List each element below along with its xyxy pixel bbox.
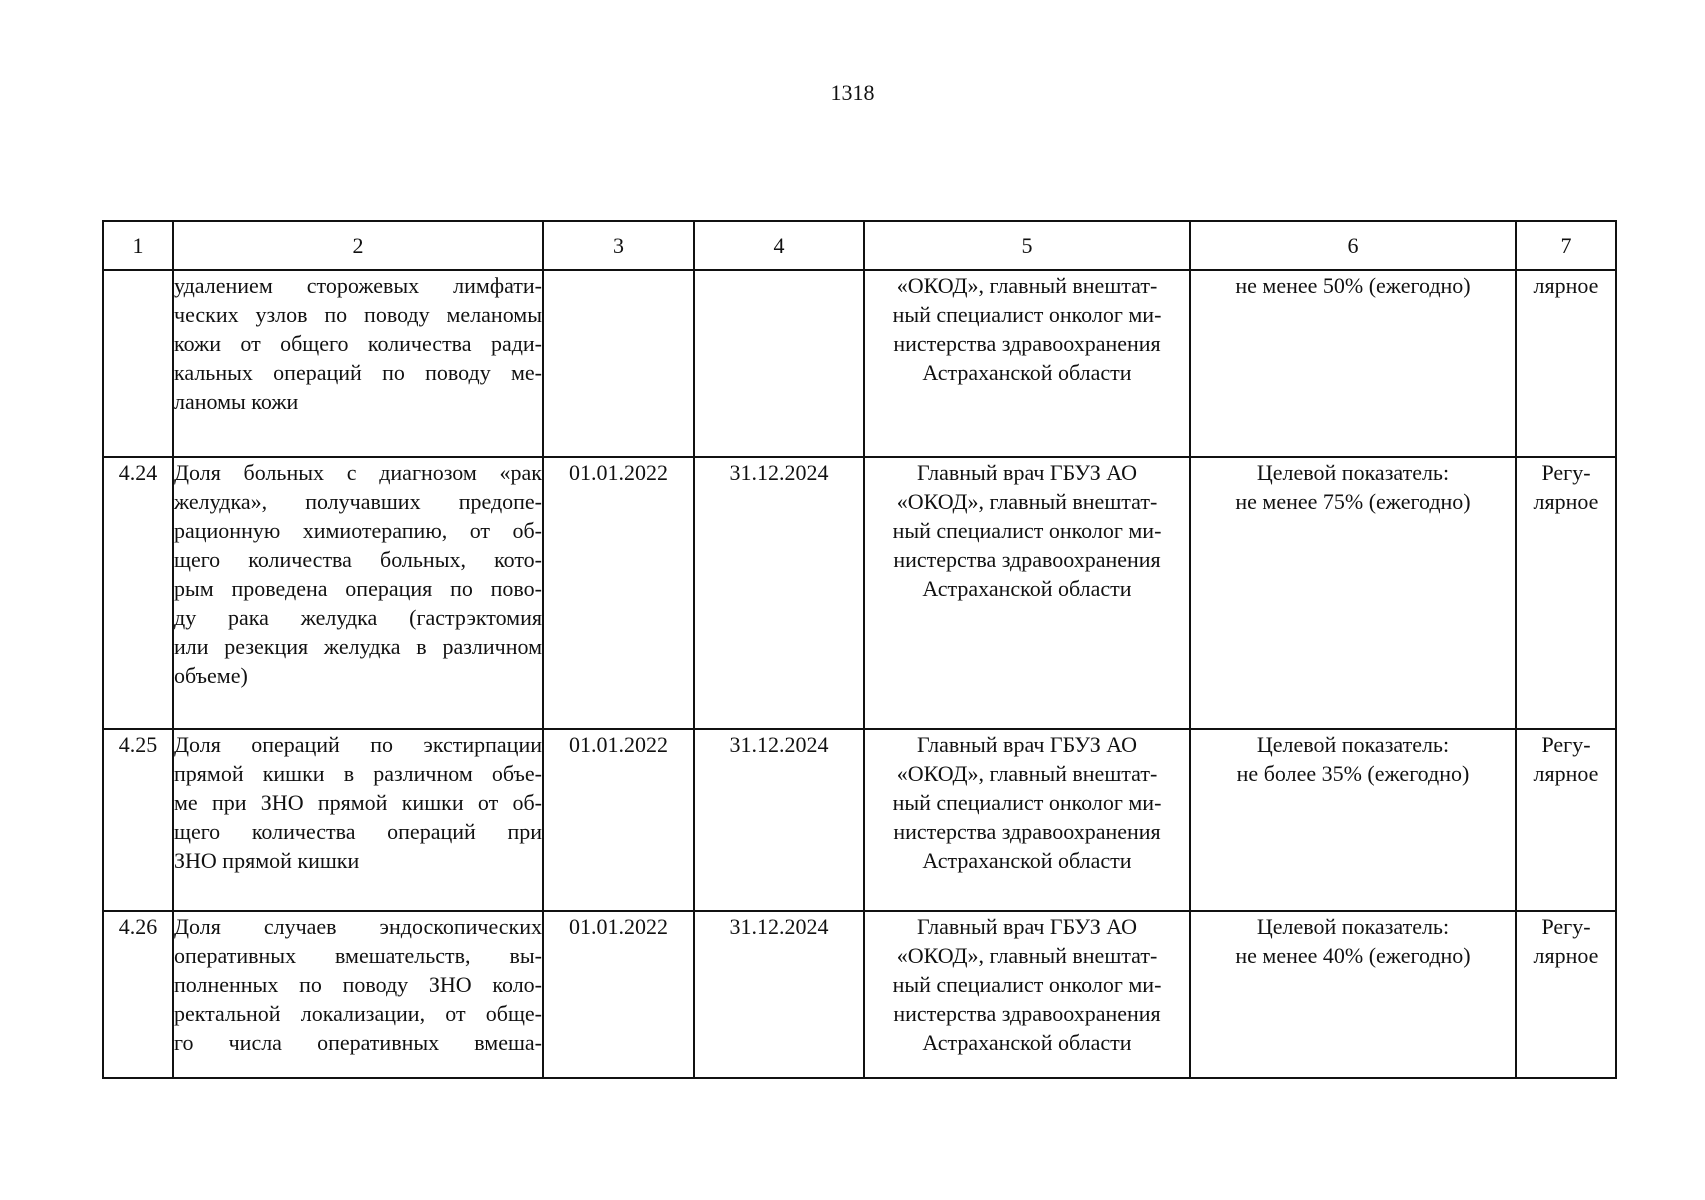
responsible-line: нистерства здравоохранения (893, 1001, 1161, 1026)
description-line: кожи от общего количества ради- (174, 331, 542, 356)
description-line: Доля операций по экстирпации (174, 732, 542, 757)
responsible-line: «ОКОД», главный внештат- (896, 761, 1158, 786)
description-line: полненных по поводу ЗНО коло- (174, 972, 542, 997)
description-line: ду рака желудка (гастрэктомия (174, 605, 542, 630)
responsible-line: нистерства здравоохранения (893, 819, 1161, 844)
periodicity-line: Регу- (1541, 914, 1591, 939)
periodicity-cell (1516, 911, 1616, 1078)
item-number-cell: 4.24 (103, 457, 173, 729)
periodicity-line: лярное (1533, 943, 1599, 968)
item-number-cell: 4.25 (103, 729, 173, 911)
target-line: Целевой показатель: (1256, 460, 1450, 485)
column-header-3: 3 (543, 221, 694, 270)
end-date-cell (694, 270, 864, 457)
description-line: рационную химиотерапию, от об- (174, 518, 542, 543)
responsible-cell (864, 270, 1190, 457)
target-line: не менее 50% (ежегодно) (1235, 273, 1471, 298)
activity-table (102, 220, 1617, 1079)
description-line: ЗНО прямой кишки (174, 848, 360, 873)
responsible-line: «ОКОД», главный внештат- (896, 273, 1158, 298)
periodicity-line: лярное (1533, 489, 1599, 514)
responsible-line: «ОКОД», главный внештат- (896, 943, 1158, 968)
description-line: ме при ЗНО прямой кишки от об- (174, 790, 542, 815)
indicator-description-cell (173, 911, 543, 1078)
description-line: ланомы кожи (174, 389, 299, 414)
target-indicator-cell (1190, 729, 1516, 911)
description-line: ческих узлов по поводу меланомы (174, 302, 542, 327)
column-header-1: 1 (103, 221, 173, 270)
description-line: прямой кишки в различном объе- (174, 761, 542, 786)
periodicity-line: лярное (1533, 273, 1599, 298)
responsible-cell (864, 729, 1190, 911)
start-date-cell: 01.01.2022 (543, 911, 694, 1078)
periodicity-cell (1516, 270, 1616, 457)
column-number-row (103, 221, 1616, 270)
description-line: рым проведена операция по пово- (174, 576, 542, 601)
description-line: Доля больных с диагнозом «рак (174, 460, 542, 485)
responsible-line: ный специалист онколог ми- (892, 518, 1162, 543)
periodicity-cell (1516, 457, 1616, 729)
responsible-line: Астраханской области (922, 360, 1132, 385)
responsible-line: Главный врач ГБУЗ АО (917, 914, 1137, 939)
target-indicator-cell (1190, 911, 1516, 1078)
responsible-line: ный специалист онколог ми- (892, 302, 1162, 327)
responsible-line: ный специалист онколог ми- (892, 790, 1162, 815)
description-line: го числа оперативных вмеша- (174, 1030, 542, 1055)
indicator-description-cell (173, 729, 543, 911)
start-date-cell: 01.01.2022 (543, 457, 694, 729)
description-line: оперативных вмешательств, вы- (174, 943, 542, 968)
target-line: не менее 75% (ежегодно) (1235, 489, 1471, 514)
indicator-description-cell (173, 457, 543, 729)
end-date-cell: 31.12.2024 (694, 911, 864, 1078)
indicator-description-cell (173, 270, 543, 457)
target-indicator-cell (1190, 457, 1516, 729)
table-row-continuation (103, 270, 1616, 457)
page-number: 1318 (830, 80, 875, 105)
column-header-2: 2 (173, 221, 543, 270)
description-line: или резекция желудка в различном (174, 634, 542, 659)
target-line: не более 35% (ежегодно) (1236, 761, 1470, 786)
target-line: не менее 40% (ежегодно) (1235, 943, 1471, 968)
column-header-5: 5 (864, 221, 1190, 270)
responsible-line: Астраханской области (922, 848, 1132, 873)
table-row-4-24 (103, 457, 1616, 729)
column-header-4: 4 (694, 221, 864, 270)
start-date-cell (543, 270, 694, 457)
end-date-cell: 31.12.2024 (694, 729, 864, 911)
description-line: ректальной локализации, от обще- (174, 1001, 542, 1026)
table-row-4-26 (103, 911, 1616, 1078)
table-row-4-25 (103, 729, 1616, 911)
responsible-line: «ОКОД», главный внештат- (896, 489, 1158, 514)
responsible-line: нистерства здравоохранения (893, 547, 1161, 572)
target-indicator-cell (1190, 270, 1516, 457)
description-line: щего количества больных, кото- (174, 547, 542, 572)
column-header-6: 6 (1190, 221, 1516, 270)
description-line: Доля случаев эндоскопических (174, 914, 542, 939)
item-number-cell (103, 270, 173, 457)
periodicity-line: Регу- (1541, 732, 1591, 757)
responsible-line: Астраханской области (922, 1030, 1132, 1055)
end-date-cell: 31.12.2024 (694, 457, 864, 729)
description-line: объеме) (174, 663, 248, 688)
column-header-7: 7 (1516, 221, 1616, 270)
responsible-cell (864, 911, 1190, 1078)
periodicity-line: Регу- (1541, 460, 1591, 485)
target-line: Целевой показатель: (1256, 914, 1450, 939)
responsible-line: нистерства здравоохранения (893, 331, 1161, 356)
description-line: желудка», получавших предопе- (174, 489, 542, 514)
responsible-line: Главный врач ГБУЗ АО (917, 460, 1137, 485)
responsible-line: ный специалист онколог ми- (892, 972, 1162, 997)
target-line: Целевой показатель: (1256, 732, 1450, 757)
item-number-cell: 4.26 (103, 911, 173, 1078)
responsible-line: Астраханской области (922, 576, 1132, 601)
periodicity-cell (1516, 729, 1616, 911)
responsible-line: Главный врач ГБУЗ АО (917, 732, 1137, 757)
description-line: щего количества операций при (174, 819, 542, 844)
start-date-cell: 01.01.2022 (543, 729, 694, 911)
description-line: кальных операций по поводу ме- (174, 360, 542, 385)
responsible-cell (864, 457, 1190, 729)
periodicity-line: лярное (1533, 761, 1599, 786)
description-line: удалением сторожевых лимфати- (174, 273, 542, 298)
